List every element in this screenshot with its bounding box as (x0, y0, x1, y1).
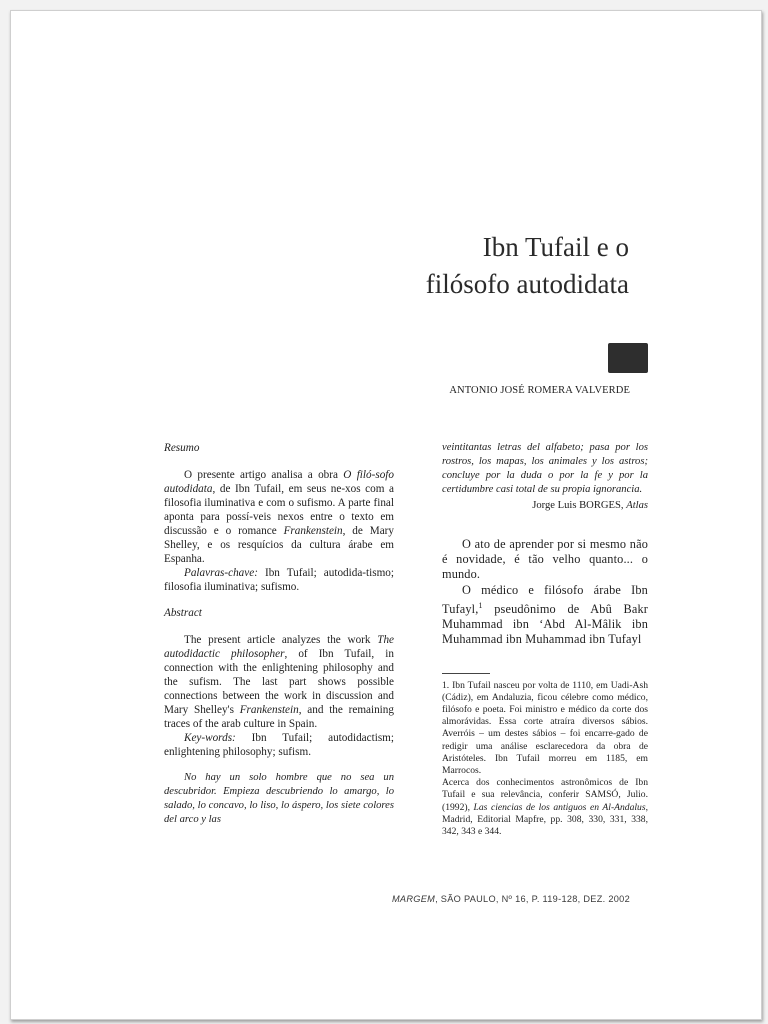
abstract-keywords: Key-words: Ibn Tufail; autodidactism; enlightening philosophy; sufism. (164, 732, 394, 758)
body-paragraph-1: O ato de aprender por si mesmo não é novidade, é tão velho quanto... o mundo. (442, 537, 648, 582)
resumo-keywords: Palavras-chave: Ibn Tufail; autodida-tismo; filosofia iluminativa; sufismo. (164, 567, 394, 593)
footnote (442, 680, 648, 839)
footnote-paragraph-2: Acerca dos conhecimentos astronômicos de Ibn Tufail e sua relevância, conferir SAMSÓ, Julio. (1992), Las ciencias de los antiguos en Al-Andalus, Madrid, Editorial Mapfre, pp. 308, 330, 331, 338, 342, 343 e 344. (442, 777, 648, 837)
article-title (426, 229, 629, 303)
body-text (442, 537, 648, 648)
footnote-divider (442, 673, 490, 674)
epigraph-part-1: No hay un solo hombre que no sea un descubridor. Empieza descubriendo lo amargo, lo salado, lo concavo, lo liso, lo áspero, los siete colores del arco y las (164, 772, 394, 825)
epigraph-attribution: Jorge Luis BORGES, Atlas (532, 500, 648, 511)
title-line-2: filósofo autodidata (425, 269, 629, 299)
body-paragraph-2: O médico e filósofo árabe Ibn Tufayl,$^1$ pseudônimo de Abû Bakr Muhammad ibn ‘Abd Al-Mâlik ibn Muhammad ibn Muhammad ibn Tufayl (442, 582, 648, 647)
resumo-paragraph: O presente artigo analisa a obra O filó-sofo autodidata, de Ibn Tufail, em seus ne-xos com a filosofia iluminativa e com o sufismo. A parte final aponta para possí-veis nexos entre o texto em discussão e o romance Frankenstein, de Mary Shelley, e os resquícios da cultura árabe em Espanha. (164, 469, 395, 565)
decorative-square (608, 343, 648, 373)
title-line-1: Ibn Tufail e o (482, 232, 629, 262)
footnote-paragraph-1: 1. Ibn Tufail nasceu por volta de 1110, em Uadi-Ash (Cádiz), em Andaluzia, ficou célebre como médico, filósofo e poeta. Foi ministro e médico da corte dos almorávidas. Essa corte atraíra diversos sábios. Averróis – um destes sábios – foi encarre-gado de redigir uma análise esclarecedora da obra de Aristóteles. Ibn Tufail morreu em 1185, em Marrocos. (442, 679, 648, 776)
right-column (442, 441, 648, 838)
abstract-paragraph: The present article analyzes the work The autodidactic philosopher, of Ibn Tufail, in connection with the enlightening philosophy and the sufism. The last part shows possible connections between the work in discussion and Mary Shelley's Frankenstein, and the remaining traces of the arab culture in Spain. (164, 634, 394, 730)
footnote-ref[interactable]: 1 (478, 600, 483, 610)
page-footer: MARGEM, SÃO PAULO, Nº 16, P. 119-128, DEZ. 2002 (391, 894, 630, 904)
author-name: ANTONIO JOSÉ ROMERA VALVERDE (449, 385, 630, 396)
epigraph-part-2: veintitantas letras del alfabeto; pasa por los rostros, los mapas, los animales y los astros; concluye por la duda o por la fe y por la certidumbre casi total de su propia ignorancia. Jorge Luis BORGES, Atlas (442, 442, 648, 511)
left-column (164, 441, 394, 827)
resumo-heading: Resumo (164, 442, 200, 454)
abstract-heading: Abstract (164, 607, 202, 619)
document-page (10, 10, 762, 1020)
